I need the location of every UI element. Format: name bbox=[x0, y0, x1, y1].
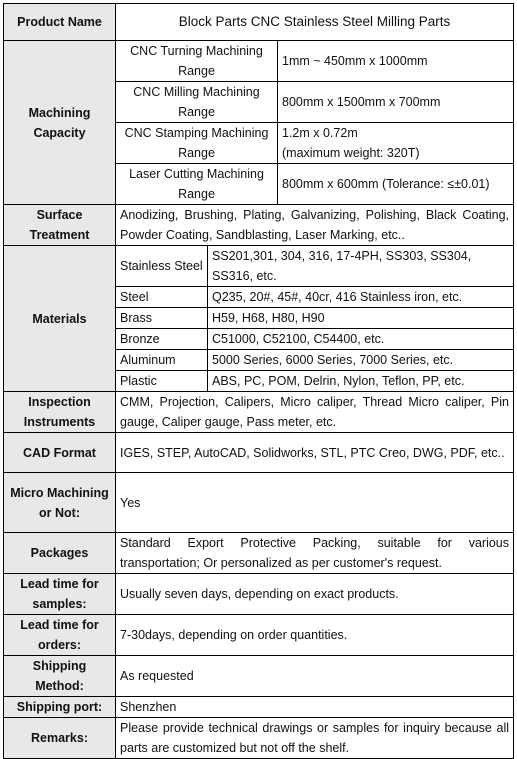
lead-time-orders-label: Lead time for orders: bbox=[4, 615, 116, 656]
machining-item-name: CNC Stamping Machining Range bbox=[116, 123, 278, 164]
cad-format-label: CAD Format bbox=[4, 433, 116, 473]
materials-label: Materials bbox=[4, 246, 116, 392]
material-name: Brass bbox=[116, 308, 208, 329]
micro-machining-value: Yes bbox=[116, 473, 514, 533]
machining-item-value: 800mm x 1500mm x 700mm bbox=[278, 82, 514, 123]
product-name-value: Block Parts CNC Stainless Steel Milling Parts bbox=[116, 4, 514, 41]
machining-item-value: 1mm ~ 450mm x 1000mm bbox=[278, 41, 514, 82]
row-product-name bbox=[4, 4, 514, 41]
row-lead-time-orders bbox=[4, 615, 514, 656]
cad-format-value: IGES, STEP, AutoCAD, Solidworks, STL, PTC Creo, DWG, PDF, etc.. bbox=[116, 433, 514, 473]
lead-time-samples-value: Usually seven days, depending on exact products. bbox=[116, 574, 514, 615]
row-shipping-port bbox=[4, 697, 514, 718]
row-lead-time-samples bbox=[4, 574, 514, 615]
row-surface-treatment bbox=[4, 205, 514, 246]
row-material-stainless bbox=[4, 246, 514, 287]
shipping-method-label: Shipping Method: bbox=[4, 656, 116, 697]
material-value: SS201,301, 304, 316, 17-4PH, SS303, SS304, SS316, etc. bbox=[208, 246, 514, 287]
row-inspection bbox=[4, 392, 514, 433]
machining-item-value: 1.2m x 0.72m bbox=[282, 126, 358, 140]
surface-treatment-label: Surface Treatment bbox=[4, 205, 116, 246]
machining-item-name: CNC Milling Machining Range bbox=[116, 82, 278, 123]
lead-time-samples-label: Lead time for samples: bbox=[4, 574, 116, 615]
machining-capacity-label: Machining Capacity bbox=[4, 41, 116, 205]
spec-table bbox=[3, 3, 514, 759]
packages-value: Standard Export Protective Packing, suitable for various transportation; Or personalized as per customer's request. bbox=[116, 533, 514, 574]
machining-item-name: Laser Cutting Machining Range bbox=[116, 164, 278, 205]
inspection-label: Inspection Instruments bbox=[4, 392, 116, 433]
row-packages bbox=[4, 533, 514, 574]
remarks-value: Please provide technical drawings or samples for inquiry because all parts are customized but not off the shelf. bbox=[116, 718, 514, 759]
lead-time-orders-value: 7-30days, depending on order quantities. bbox=[116, 615, 514, 656]
material-value: Q235, 20#, 45#, 40cr, 416 Stainless iron, etc. bbox=[208, 287, 514, 308]
row-machining-turning bbox=[4, 41, 514, 82]
material-name: Aluminum bbox=[116, 350, 208, 371]
machining-item-name: CNC Turning Machining Range bbox=[116, 41, 278, 82]
material-name: Steel bbox=[116, 287, 208, 308]
machining-item-value-cell bbox=[278, 123, 514, 164]
surface-treatment-value: Anodizing, Brushing, Plating, Galvanizing, Polishing, Black Coating, Powder Coating, Sandblasting, Laser Marking, etc.. bbox=[116, 205, 514, 246]
material-name: Plastic bbox=[116, 371, 208, 392]
material-value: 5000 Series, 6000 Series, 7000 Series, etc. bbox=[208, 350, 514, 371]
row-remarks bbox=[4, 718, 514, 759]
product-name-label: Product Name bbox=[4, 4, 116, 41]
packages-label: Packages bbox=[4, 533, 116, 574]
shipping-port-label: Shipping port: bbox=[4, 697, 116, 718]
material-value: H59, H68, H80, H90 bbox=[208, 308, 514, 329]
material-name: Bronze bbox=[116, 329, 208, 350]
shipping-method-value: As requested bbox=[116, 656, 514, 697]
machining-item-note: (maximum weight: 320T) bbox=[282, 146, 420, 160]
material-value: C51000, C52100, C54400, etc. bbox=[208, 329, 514, 350]
row-shipping-method bbox=[4, 656, 514, 697]
row-cad-format bbox=[4, 433, 514, 473]
micro-machining-label: Micro Machining or Not: bbox=[4, 473, 116, 533]
machining-item-value: 800mm x 600mm (Tolerance: ≤±0.01) bbox=[278, 164, 514, 205]
material-value: ABS, PC, POM, Delrin, Nylon, Teflon, PP, etc. bbox=[208, 371, 514, 392]
shipping-port-value: Shenzhen bbox=[116, 697, 514, 718]
remarks-label: Remarks: bbox=[4, 718, 116, 759]
material-name: Stainless Steel bbox=[116, 246, 208, 287]
row-micro-machining bbox=[4, 473, 514, 533]
inspection-value: CMM, Projection, Calipers, Micro caliper, Thread Micro caliper, Pin gauge, Caliper gauge, Pass meter, etc. bbox=[116, 392, 514, 433]
